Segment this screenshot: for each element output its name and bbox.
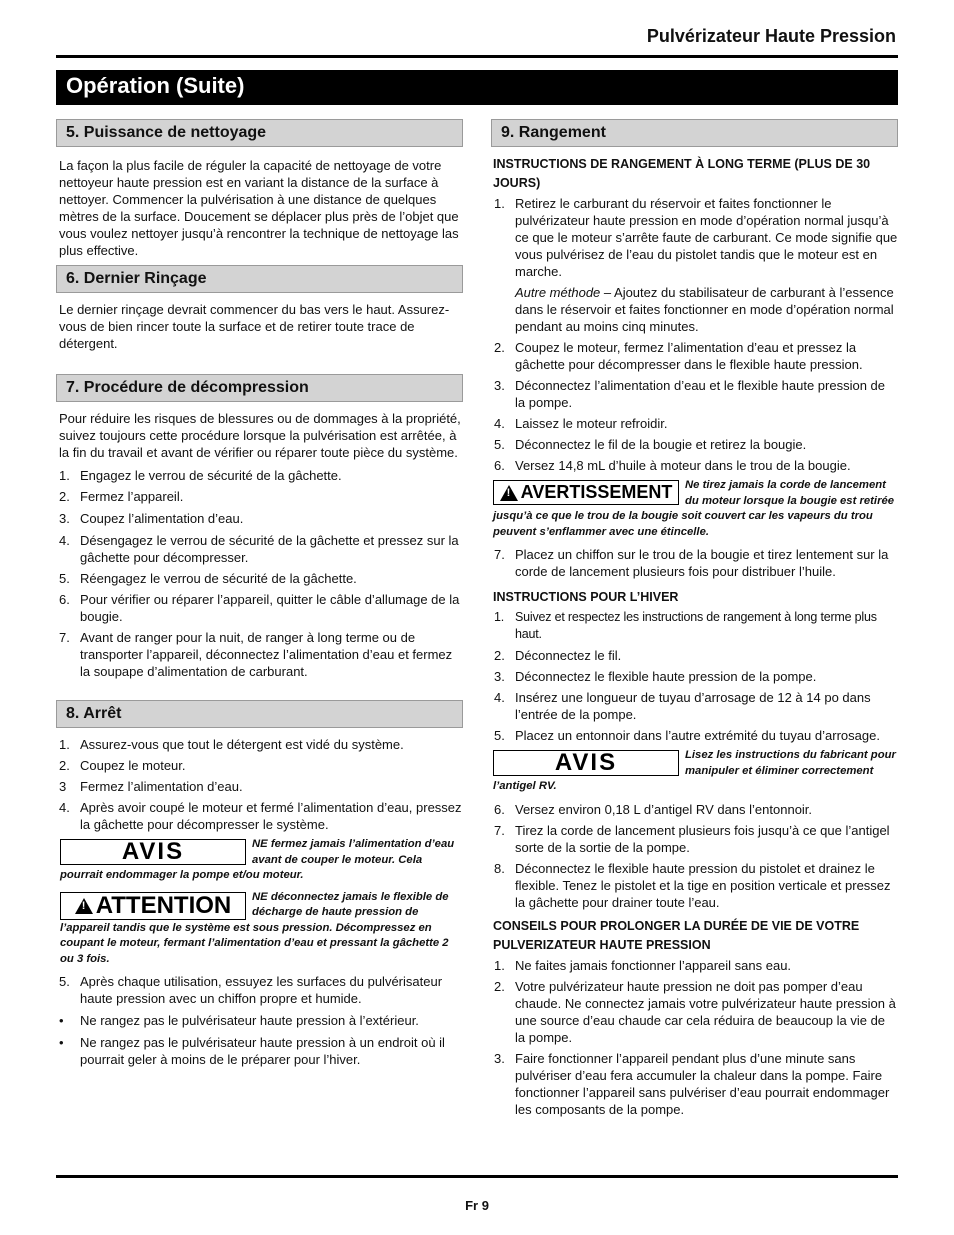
tips-heading: CONSEILS POUR PROLONGER LA DURÉE DE VIE DE VOTRE PULVERIZATEUR HAUTE PRESSION [493,918,860,952]
section-5-text: La façon la plus facile de réguler la capacité de nettoyage de votre nettoyeur haute pression est en variant la distance de la surface à nettoyer. Commencer la pulvérisation à une distance de quelques mètres de la surface. Doucement se déplacer plus près de l’objet que vous voulez nettoyer jusqu’à rencontrer la technique de nettoyage las plus effective. [59,158,459,258]
section-6-text: Le dernier rinçage devrait commencer du bas vers le haut. Assurez-vous de bien rincer toute la surface et de retirer toute trace de détergent. [59,302,450,351]
document-title: Pulvérizateur Haute Pression [646,26,896,46]
list-item: 5. Placez un entonnoir dans l’autre extrémité du tuyau d’arrosage. [494,728,880,743]
list-item: 4. Laissez le moteur refroidir. [494,416,668,431]
section-8-steps [56,736,463,833]
list-item: • Ne rangez pas le pulvérisateur haute pression à l’extérieur. [59,1013,419,1028]
alternative-method: Autre méthode – Ajoutez du stabilisateur de carburant à l’essence dans le réservoir et faites fonctionner en mode d’opération normal pendant au moins cinq minutes. [515,285,894,334]
list-item: 3. Faire fonctionner l’appareil pendant plus d’une minute sans pulvériser d’eau fera accumuler la chaleur dans la pompe. Faire fonctionner l’appareil sans pulvériser d’eau pourrait endommager les composants de la pompe. [494,1050,890,1117]
section-8-steps-continued [56,973,463,1068]
list-item: 1. Ne faites jamais fonctionner l’appareil sans eau. [494,957,792,973]
list-item: 4. Insérez une longueur de tuyau d’arrosage de 12 à 14 po dans l’entrée de la pompe. [494,690,871,722]
page-header [56,24,898,58]
list-item: 5. Déconnectez le fil de la bougie et retirez la bougie. [494,437,807,452]
warning-triangle-icon [75,898,93,914]
list-item: 6. Pour vérifier ou réparer l’appareil, quitter le câble d’allumage de la bougie. [59,592,460,624]
avis-label: AVIS [60,839,246,865]
list-item: 4. Désengagez le verrou de sécurité de la gâchette et pressez sur la gâchette pour décompresser. [59,533,459,565]
attention-label: ! ATTENTION [60,892,246,920]
list-item: 7. Tirez la corde de lancement plusieurs fois jusqu’à ce que l’antigel sorte de la sortie de la pompe. [494,822,890,855]
list-item: 1. Assurez-vous que tout le détergent est vidé du système. [59,737,404,752]
avis-notice [60,837,463,884]
section-5-heading: 5. Puissance de nettoyage [56,119,463,147]
list-item: 7. Avant de ranger pour la nuit, de ranger à long terme ou de transporter l’appareil, déconnectez l’alimentation d’eau et fermez la soupape d’alimentation de carburant. [59,630,453,679]
list-item: 6. Versez 14,8 mL d’huile à moteur dans le trou de la bougie. [494,458,851,473]
long-term-step-7 [491,546,898,580]
section-7-steps [56,467,463,680]
section-7-heading: 7. Procédure de décompression [56,374,463,402]
list-item: 2. Coupez le moteur. [59,758,186,773]
list-item: 1. Retirez le carburant du réservoir et faites fonctionner le pulvérizateur haute pression en mode d’opération normal jusqu’à ce que le moteur s’arrête faute de carburant. Ce mode signifie que vous pulvérisez de l’eau du pistolet tandis que le moteur est en marche. [494,196,898,279]
tips-steps [491,957,898,1118]
page-number: Fr 9 [465,1198,489,1213]
list-item: 2. Fermez l’appareil. [59,489,184,504]
list-item: 3. Déconnectez l’alimentation d’eau et le flexible haute pression de la pompe. [494,378,886,410]
list-item: 1. Engagez le verrou de sécurité de la gâchette. [59,468,342,483]
list-item: 2. Votre pulvérizateur haute pression ne doit pas pomper d’eau chaude. Ne connectez jamais votre pulvérizateur haute pression à une source d’eau chaude car cela réduira de beaucoup la vie de la pompe. [494,978,896,1045]
list-item: 5. Après chaque utilisation, essuyez les surfaces du pulvérisateur haute pression avec un chiffon propre et humide. [59,974,443,1006]
list-item: 2. Déconnectez le fil. [494,648,622,663]
section-6-heading: 6. Dernier Rinçage [56,265,463,293]
section-9-heading: 9. Rangement [491,119,898,147]
list-item: 1. Suivez et respectez les instructions de rangement à long terme plus haut. [494,610,877,641]
left-column [56,119,463,1072]
winter-steps-continued [491,801,898,911]
avertissement-text: Ne tirez jamais la corde de lancement du moteur lorsque la bougie est retirée jusqu’à ce que le trou de la bougie soit couvert car les vapeurs du trou peuvent s’enflammer avec une étincelle. [493,479,895,538]
avis-label-2: AVIS [493,750,679,776]
list-item: 3. Coupez l’alimentation d’eau. [59,511,244,526]
section-8-heading: 8. Arrêt [56,700,463,728]
long-term-steps [491,195,898,280]
winter-steps [491,609,898,744]
list-item: 4. Après avoir coupé le moteur et fermé l’alimentation d’eau, pressez la gâchette pour décompresser le système. [59,800,462,832]
avertissement-label: ! AVERTISSEMENT [493,480,679,505]
warning-triangle-icon [500,485,518,501]
avis-text: NE fermez jamais l’alimentation d’eau avant de couper le moteur. Cela pourrait endommager la pompe et/ou moteur. [60,838,455,881]
long-term-steps-continued [491,339,898,474]
section-banner: Opération (Suite) [56,70,898,105]
long-term-storage-heading: INSTRUCTIONS DE RANGEMENT À LONG TERME (PLUS DE 30 JOURS) [493,157,871,190]
list-item: 3 Fermez l’alimentation d’eau. [59,779,243,794]
right-column [491,119,898,1122]
attention-notice [60,890,463,968]
winter-heading: INSTRUCTIONS POUR L’HIVER [493,590,679,604]
list-item: 7. Placez un chiffon sur le trou de la bougie et tirez lentement sur la corde de lancement plusieurs fois pour distribuer l’huile. [494,547,889,579]
page-footer [56,1175,898,1213]
list-item: • Ne rangez pas le pulvérisateur haute pression à un endroit où il pourrait geler à moins de le préparer pour l’hiver. [59,1035,445,1067]
avis-text-2: Lisez les instructions du fabricant pour manipuler et éliminer correctement l’antigel RV. [493,749,896,792]
list-item: 6. Versez environ 0,18 L d’antigel RV dans l’entonnoir. [494,801,813,817]
section-7-text: Pour réduire les risques de blessures ou de dommages à la propriété, suivez toujours cette procédure lorsque la pulvérisation est arrêtée, à la fin du travail et avant de vérifier ou réparer toute pièce du système. [59,411,461,460]
list-item: 2. Coupez le moteur, fermez l’alimentation d’eau et pressez la gâchette pour décompresser dans le flexible haute pression. [494,340,863,372]
list-item: 3. Déconnectez le flexible haute pression de la pompe. [494,669,817,684]
list-item: 8. Déconnectez le flexible haute pression du pistolet et drainez le flexible. Tenez le pistolet et la tige en position verticale et pressez la gâchette pour drainer toute l’eau. [494,860,891,910]
avis-notice-2 [493,748,898,795]
list-item: 5. Réengagez le verrou de sécurité de la gâchette. [59,571,357,586]
attention-text: NE déconnectez jamais le flexible de décharge de haute pression de l’appareil tandis que le système est sous pression. Décompressez en coupant le moteur, fermant l’alimentation d’eau et pressant la gâchette 2 ou 3 fois. [60,890,449,965]
avertissement-notice [493,478,898,540]
